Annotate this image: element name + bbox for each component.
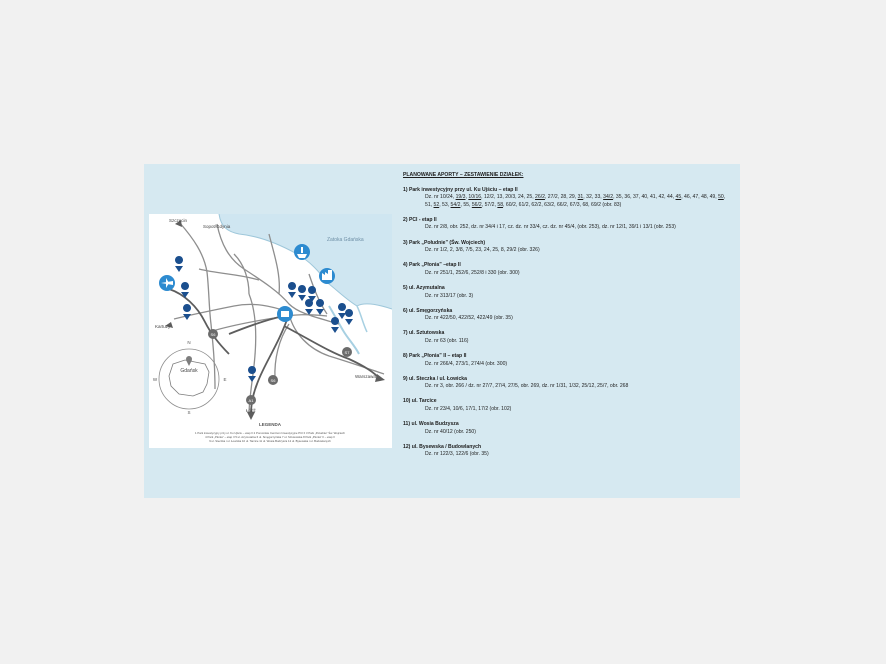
map-drawing (149, 214, 392, 448)
location-pin (345, 309, 353, 325)
list-item (403, 285, 733, 300)
list-item (403, 262, 733, 277)
ship-icon (294, 244, 310, 260)
list-item-detail: Dz. nr 266/4, 273/1, 274/4 (obr. 300) (425, 360, 508, 367)
list-item-detail: Dz. nr 422/50, 422/52, 422/49 (obr. 35) (425, 315, 513, 322)
list-item-detail: Dz. nr 3, obr. 266 / dz. nr 27/7, 27/4, 27/5, obr. 269, dz. nr 1/31, 1/32, 25/12, 25/7, obr. 268 (425, 383, 629, 390)
list-item (403, 376, 733, 391)
list-item (403, 398, 733, 413)
location-map (149, 214, 392, 448)
road-badge (208, 329, 218, 339)
compass-n: N (187, 340, 191, 345)
location-pin (305, 299, 313, 315)
list-item (403, 330, 733, 345)
list-items (403, 187, 733, 459)
location-pin (298, 285, 306, 301)
list-item-title: 9) ul. Steczka / ul. Łowicka (403, 375, 467, 382)
factory-icon (319, 268, 335, 284)
sea-area (219, 214, 392, 309)
city-label-gdansk: Gdańsk (180, 368, 198, 374)
list-item (403, 240, 733, 255)
list-item-title: 12) ul. Bysewska / Budowlanych (403, 443, 482, 450)
list-item-title: 6) ul. Smęgorzyńska (403, 307, 453, 314)
location-pin (331, 317, 339, 333)
road (174, 304, 289, 319)
highway-s6 (169, 289, 229, 354)
list-item-title: 7) ul. Sztutowska (403, 330, 445, 337)
city-label-szczecin: Szczecin (169, 218, 188, 223)
list-item-title: 3) Park „Południe” (Św. Wojciech) (403, 239, 486, 246)
list-item (403, 353, 733, 368)
office-icon (277, 306, 293, 322)
list-item (403, 217, 733, 232)
road-badge (268, 375, 278, 385)
list-item-detail: Dz. nr 40/12 (obr. 250) (425, 428, 476, 435)
svg-text:S6: S6 (270, 377, 276, 383)
legend-line: 9 ul. Steczka i ul. Łowicka 10 ul. Tarcice 11 ul. Wosia Budzysza 12 ul. Bysewska i ul. Budowlanych (209, 439, 331, 443)
city-label-warszawa: Warszawa (355, 374, 376, 379)
list-title: PLANOWANE APORTY – ZESTAWIENIE DZIAŁEK: (403, 172, 524, 178)
list-item-title: 8) Park „Płonia” II – etap II (403, 353, 467, 359)
road (209, 315, 327, 332)
arrow-head (247, 412, 255, 420)
list-item-detail: Dz. nr 23/4, 10/6, 17/1, 17/2 (obr. 102) (425, 405, 512, 412)
location-pin (338, 303, 346, 319)
sea-label-zatoka: Zatoka Gdańska (327, 237, 364, 243)
road-badge (342, 347, 352, 357)
city-label-lodz: Łódź (246, 408, 256, 413)
list-item-detail: Dz. nr 2/8, obr. 252, dz. nr 34/4 i 17, cz. dz. nr 33/4, cz. dz. nr 45/4, (obr. 253), dz. nr 12/1, 39/1 i 13/1 (obr. 253) (425, 224, 676, 231)
list-item-title: 5) ul. Azymutalna (403, 284, 445, 291)
list-item-title: 2) PCI - etap II (403, 216, 437, 223)
list-item-detail: Dz. nr 122/3, 122/6 (obr. 35) (425, 451, 489, 458)
location-pin (183, 304, 191, 320)
list-item-detail: Dz. nr 10/24, 19/3, 10/16, 12/2, 13, 20/3, 24, 25, 26/2, 27/2, 28, 29, 31, 32, 33, 34/2, 35, 36, 37, 40, 41, 42, 44, 45, 46, 47, 48, 49, 50, 51, 52, 53, 54/2, 55, 56/2, 57/2, 58, 60/2, 61/2, 62/2, 63/2, 66/2, 67/3, 68, 69/2 (obr. 83) (425, 194, 726, 208)
list-item-detail: Dz. nr 1/2, 2, 3/8, 7/5, 23, 24, 25, 8, 29/2 (obr. 326) (425, 247, 540, 254)
highway-a1 (248, 314, 289, 414)
list-item-detail: Dz. nr 313/17 (obr. 3) (425, 292, 474, 299)
plot-list (403, 172, 733, 466)
location-pin (175, 256, 183, 272)
road (234, 254, 249, 294)
location-pin (288, 282, 296, 298)
list-item (403, 187, 733, 210)
highway-s7 (284, 326, 381, 380)
road-badge (246, 395, 256, 405)
list-item-detail: Dz. nr 63 (obr. 116) (425, 337, 469, 344)
list-item-title: 11) ul. Wosia Budzysza (403, 421, 459, 428)
list-item-title: 4) Park „Płonia” –etap II (403, 262, 461, 269)
city-label-sopot: Sopot/Gdynia (203, 224, 231, 229)
list-item-detail: Dz. nr 251/1, 252/6, 252/8 i 330 (obr. 300) (425, 269, 520, 276)
list-item (403, 421, 733, 436)
legend-line: 1 Park inwestycyjny przy ul. Ku Ujściu – etap II 2 Pomorskie Centrum Inwestycyjne PCI II 3 Park „Południe” Św. Wojciech (195, 431, 345, 435)
compass-w: W (152, 377, 158, 382)
svg-text:S6: S6 (210, 331, 216, 337)
compass-e: E (223, 377, 227, 382)
svg-text:S7: S7 (344, 349, 350, 355)
list-item (403, 308, 733, 323)
compass-s: S (187, 410, 191, 415)
list-item-title: 10) ul. Tarcice (403, 398, 437, 405)
list-item-title: 1) Park inwestycyjny przy ul. Ku Ujściu – etap II (403, 186, 518, 193)
legend-line: 4 Park „Płonia” – etap II 5 ul. Azymutalna 6 ul. Smęgorzyńska 7 ul. Sztutowska 8 Park „Płonia” II – etap II (205, 435, 335, 439)
river (357, 306, 367, 332)
legend-title: LEGENDA (258, 422, 282, 427)
plane-icon (159, 275, 175, 291)
location-pin (248, 366, 256, 382)
city-label-kartuzy: Kartuzy (155, 324, 171, 329)
svg-text:A1: A1 (248, 397, 254, 403)
list-item (403, 444, 733, 459)
